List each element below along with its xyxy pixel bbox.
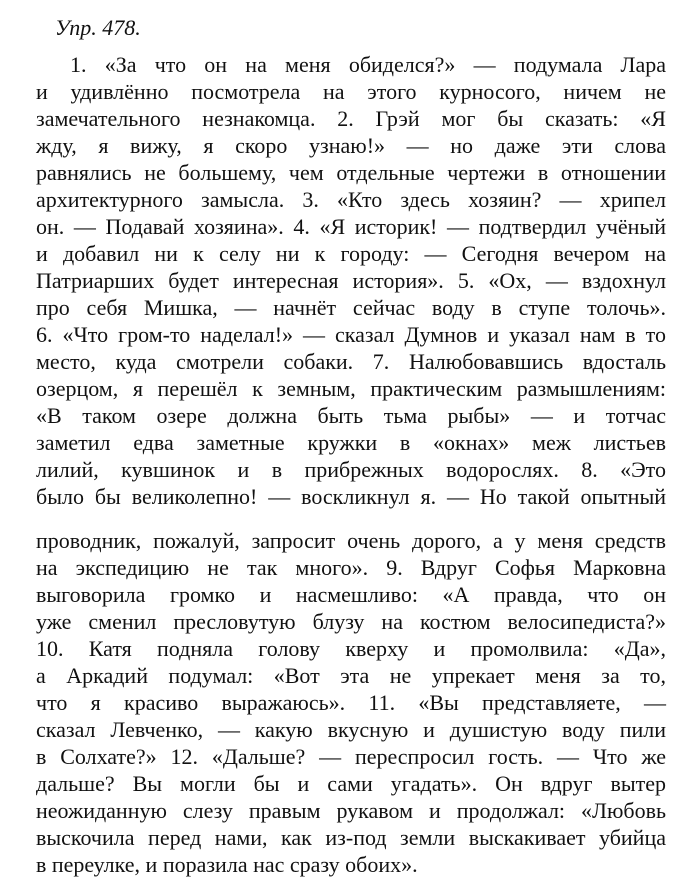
text-line xyxy=(36,456,667,483)
text-line xyxy=(36,105,667,132)
text-line xyxy=(36,716,667,743)
exercise-title: Упр. 478. xyxy=(55,15,141,40)
text-line xyxy=(36,159,667,186)
text-line xyxy=(36,554,667,581)
text-line-content: про себя Мишка, — начнёт сейчас воду в ступе толочь». xyxy=(36,295,666,320)
text-line-content: в Солхате?» 12. «Дальше? — переспросил гость. — Что же xyxy=(36,744,666,769)
text-line xyxy=(36,294,667,321)
text-line-content: замечательного незнакомца. 2. Грэй мог бы сказать: «Я xyxy=(36,106,666,131)
text-line-content: а Аркадий подумал: «Вот эта не упрекает меня за то, xyxy=(36,663,666,688)
text-line-content: он. — Подавай хозяина». 4. «Я историк! — подтвердил учёный xyxy=(36,214,666,239)
text-line xyxy=(36,662,667,689)
text-line-content: жду, я вижу, я скоро узнаю!» — но даже эти слова xyxy=(36,133,666,158)
text-line-content: и добавил ни к селу ни к городу: — Сегодня вечером на xyxy=(36,241,666,266)
text-line-content: озерцом, я перешёл к земным, практическим размышлениям: xyxy=(36,376,666,401)
text-line xyxy=(36,797,667,824)
text-line-content: неожиданную слезу правым рукавом и продолжал: «Любовь xyxy=(36,798,666,823)
text-line xyxy=(36,743,667,770)
text-line-content: на экспедицию не так много». 9. Вдруг Софья Марковна xyxy=(36,555,666,580)
text-line-content: было бы великолепно! — воскликнул я. — Но такой опытный xyxy=(36,484,666,509)
text-line xyxy=(36,240,667,267)
text-line xyxy=(36,608,667,635)
text-line-content: в переулке, и поразила нас сразу обоих». xyxy=(36,852,418,877)
text-line xyxy=(36,186,667,213)
text-line-content: и удивлённо посмотрела на этого курносого, ничем не xyxy=(36,79,666,104)
text-line-content: равнялись не большему, чем отдельные чертежи в отношении xyxy=(36,160,666,185)
text-line xyxy=(36,51,667,78)
text-line xyxy=(36,527,667,554)
text-line-content: заметил едва заметные кружки в «окнах» меж листьев xyxy=(36,430,666,455)
text-line-content: дальше? Вы могли бы и сами угадать». Он вдруг вытер xyxy=(36,771,666,796)
text-line xyxy=(36,321,667,348)
text-block-lower xyxy=(36,527,667,878)
text-line xyxy=(36,348,667,375)
text-line xyxy=(36,267,667,294)
text-line xyxy=(36,429,667,456)
text-line-content: сказал Левченко, — какую вкусную и душистую воду пили xyxy=(36,717,666,742)
text-line-content: 6. «Что гром-то наделал!» — сказал Думнов и указал нам в то xyxy=(36,322,666,347)
text-line-content: 10. Катя подняла голову кверху и промолвила: «Да», xyxy=(36,636,666,661)
text-line xyxy=(36,851,667,878)
text-line xyxy=(36,635,667,662)
text-line xyxy=(36,375,667,402)
text-line-content: «В таком озере должна быть тьма рыбы» — и тотчас xyxy=(36,403,666,428)
text-line xyxy=(36,402,667,429)
text-line-content: 1. «За что он на меня обиделся?» — подумала Лара xyxy=(70,52,666,77)
text-line-content: выговорила громко и насмешливо: «А правда, что он xyxy=(36,582,666,607)
text-line-content: Патриарших будет интересная история». 5. «Ох, — вздохнул xyxy=(36,268,666,293)
text-line xyxy=(36,689,667,716)
text-line xyxy=(36,213,667,240)
text-line xyxy=(36,824,667,851)
text-line-content: лилий, кувшинок и в прибрежных водорослях. 8. «Это xyxy=(36,457,666,482)
text-line-content: уже сменил пресловутую блузу на костюм велосипедиста?» xyxy=(36,609,666,634)
text-block-upper xyxy=(36,51,667,510)
text-line xyxy=(36,132,667,159)
text-line xyxy=(36,581,667,608)
text-line xyxy=(36,770,667,797)
text-line xyxy=(36,78,667,105)
text-line-content: проводник, пожалуй, запросит очень дорого, а у меня средств xyxy=(36,528,666,553)
text-line-content: архитектурного замысла. 3. «Кто здесь хозяин? — хрипел xyxy=(36,187,666,212)
text-line-content: выскочила перед нами, как из-под земли выскакивает убийца xyxy=(36,825,666,850)
text-line xyxy=(36,483,667,510)
text-line-content: место, куда смотрели собаки. 7. Налюбовавшись вдосталь xyxy=(36,349,666,374)
text-line-content: что я красиво выражаюсь». 11. «Вы представляете, — xyxy=(36,690,666,715)
